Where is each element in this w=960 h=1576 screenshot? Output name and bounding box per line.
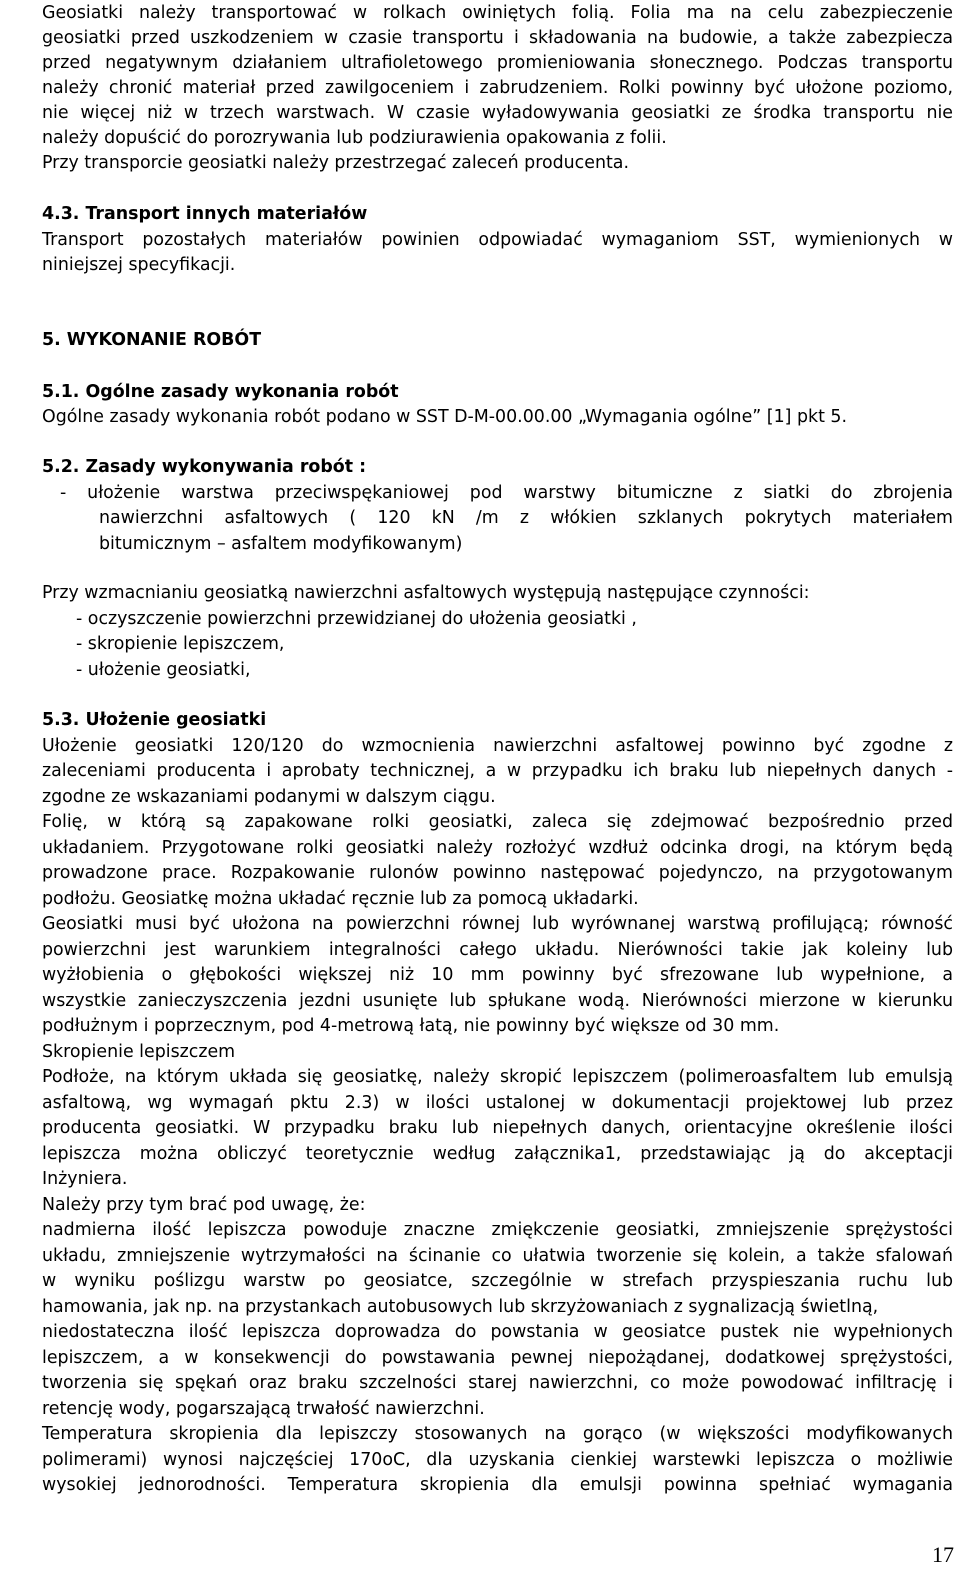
text-line: układu, zmniejszenie wytrzymałości na ścinanie co ułatwia tworzenie się kolein, a także sfalowań — [42, 1246, 953, 1266]
text-line: należy chronić materiał przed zawilgoceniem i zabrudzeniem. Rolki powinny być ułożone poziomo, — [42, 78, 953, 98]
text-line: asfaltową, wg wymagań pktu 2.3) w ilości ustalonej w dokumentacji projektowej lub przez — [42, 1093, 953, 1113]
text-line: powierzchni jest warunkiem integralności całego układu. Nierówności takie jak koleiny lub — [42, 940, 953, 960]
subheading: Skropienie lepiszczem — [42, 1042, 236, 1062]
text-line: hamowania, jak np. na przystankach autobusowych lub skrzyżowaniach z sygnalizacją świetlną, — [42, 1297, 879, 1317]
section-heading: 5.2. Zasady wykonywania robót : — [42, 457, 367, 477]
text-line: niniejszej specyfikacji. — [42, 255, 236, 275]
text-line: Przy wzmacnianiu geosiatką nawierzchni asfaltowych występują następujące czynności: — [42, 583, 810, 603]
text-line: wysokiej jednorodności. Temperatura skropienia dla emulsji powinna spełniać wymagania — [42, 1475, 953, 1495]
text-line: nadmierna ilość lepiszcza powoduje znaczne zmiękczenie geosiatki, zmniejszenie sprężystości — [42, 1220, 953, 1240]
text-line: podłużnym i poprzecznym, pod 4-metrową łatą, nie powinny być większe od 30 mm. — [42, 1016, 780, 1036]
text-line: Folię, w którą są zapakowane rolki geosiatki, zaleca się zdejmować bezpośrednio przed — [42, 812, 953, 832]
text-line: przed negatywnym działaniem ultrafioletowego promieniowania słonecznego. Podczas transportu — [42, 53, 953, 73]
section-heading: 4.3. Transport innych materiałów — [42, 204, 368, 224]
text-line: Podłoże, na którym układa się geosiatkę, należy skropić lepiszczem (polimeroasfaltem lub emulsją — [42, 1067, 953, 1087]
text-line: geosiatki przed uszkodzeniem w czasie transportu i składowania na budowie, a także zabezpiecza — [42, 28, 953, 48]
text-line: Należy przy tym brać pod uwagę, że: — [42, 1195, 366, 1215]
text-line: Przy transporcie geosiatki należy przestrzegać zaleceń producenta. — [42, 153, 629, 173]
section-heading: 5.1. Ogólne zasady wykonania robót — [42, 382, 399, 402]
text-line: retencję wody, pogarszającą trwałość nawierzchni. — [42, 1399, 485, 1419]
chapter-heading: 5. WYKONANIE ROBÓT — [42, 330, 262, 350]
text-line: Geosiatki należy transportować w rolkach owiniętych folią. Folia ma na celu zabezpieczenie — [42, 3, 953, 23]
text-line: w wyniku poślizgu warstw po geosiatce, szczególnie w strefach przyspieszania ruchu lub — [42, 1271, 953, 1291]
section-heading: 5.3. Ułożenie geosiatki — [42, 710, 267, 730]
list-item: - oczyszczenie powierzchni przewidzianej do ułożenia geosiatki , — [76, 609, 637, 629]
text-line: wyżłobienia o głębokości większej niż 10 mm powinny być sfrezowane lub wypełnione, a — [42, 965, 953, 985]
text-line: producenta geosiatki. W przypadku braku lub niepełnych danych, orientacyjne określenie ilości — [42, 1118, 953, 1138]
text-line: Inżyniera. — [42, 1169, 128, 1189]
text-line: zgodne ze wskazaniami podanymi w dalszym ciągu. — [42, 787, 496, 807]
text-line: Temperatura skropienia dla lepiszczy stosowanych na gorąco (w większości modyfikowanych — [42, 1424, 953, 1444]
text-line: zaleceniami producenta i aprobaty technicznej, a w przypadku ich braku lub niepełnych danych - — [42, 761, 953, 781]
list-item: - ułożenie geosiatki, — [76, 660, 251, 680]
text-line: Ogólne zasady wykonania robót podano w SST D-M-00.00.00 „Wymagania ogólne” [1] pkt 5. — [42, 407, 848, 427]
page-number: 17 — [932, 1542, 954, 1567]
text-line: Geosiatki musi być ułożona na powierzchni równej lub wyrównanej warstwą profilującą; równość — [42, 914, 953, 934]
text-line: prowadzone prace. Rozpakowanie rulonów powinno następować pojedynczo, na przygotowanym — [42, 863, 953, 883]
list-item-continuation: nawierzchni asfaltowych ( 120 kN /m z włókien szklanych pokrytych materiałem — [99, 508, 953, 528]
list-item: - skropienie lepiszczem, — [76, 634, 285, 654]
text-line: podłożu. Geosiatkę można układać ręcznie lub za pomocą układarki. — [42, 889, 639, 909]
text-line: lepiszcza można obliczyć teoretycznie według załącznika1, przedstawiając ją do akceptacji — [42, 1144, 953, 1164]
text-line: tworzenia się spękań oraz braku szczelności starej nawierzchni, co może powodować infiltrację i — [42, 1373, 953, 1393]
text-line: Transport pozostałych materiałów powinien odpowiadać wymaganiom SST, wymienionych w — [42, 230, 953, 250]
list-item-continuation: bitumicznym – asfaltem modyfikowanym) — [99, 534, 463, 554]
text-line: Ułożenie geosiatki 120/120 do wzmocnienia nawierzchni asfaltowej powinno być zgodne z — [42, 736, 953, 756]
text-line: polimerami) wynosi najczęściej 170oC, dla uzyskania cienkiej warstewki lepiszcza o możliwie — [42, 1450, 953, 1470]
text-line: lepiszczem, a w konsekwencji do powstawania pewnej niepożądanej, dodatkowej sprężystości, — [42, 1348, 953, 1368]
text-line: należy dopuścić do porozrywania lub podziurawienia opakowania z folii. — [42, 128, 667, 148]
text-line: niedostateczna ilość lepiszcza doprowadza do powstania w geosiatce pustek nie wypełnionych — [42, 1322, 953, 1342]
list-item: - ułożenie warstwa przeciwspękaniowej pod warstwy bitumiczne z siatki do zbrojenia — [60, 483, 953, 503]
text-line: układaniem. Przygotowane rolki geosiatki należy rozłożyć wzdłuż odcinka drogi, na którym będą — [42, 838, 953, 858]
text-line: wszystkie zanieczyszczenia jezdni usunięte lub spłukane wodą. Nierówności mierzone w kierunku — [42, 991, 953, 1011]
text-line: nie więcej niż w trzech warstwach. W czasie wyładowywania geosiatki ze środka transportu nie — [42, 103, 953, 123]
